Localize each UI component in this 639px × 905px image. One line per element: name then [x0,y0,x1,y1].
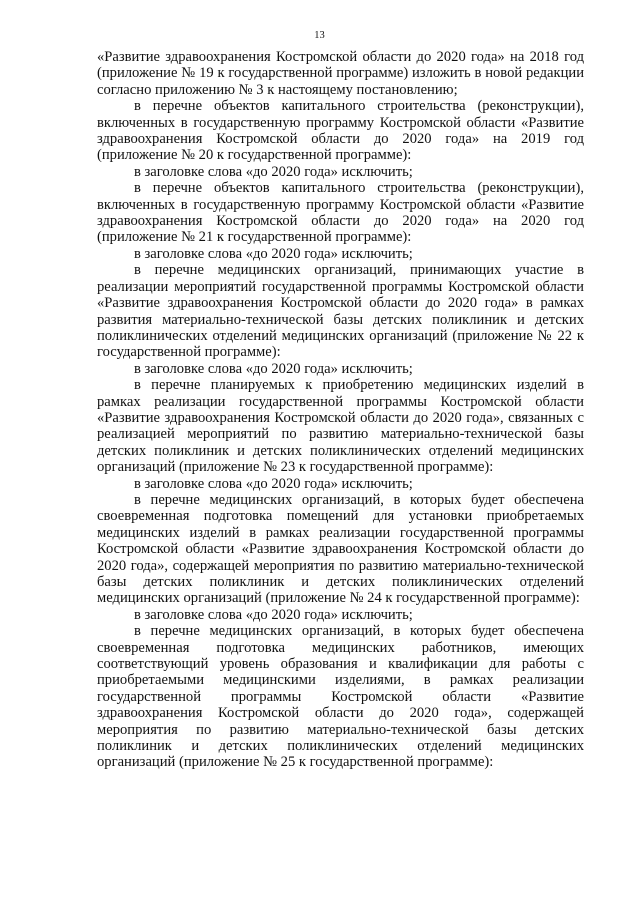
paragraph: в заголовке слова «до 2020 года» исключить; [134,475,413,492]
paragraph: в заголовке слова «до 2020 года» исключить; [134,163,413,180]
paragraph: в заголовке слова «до 2020 года» исключить; [134,245,413,262]
paragraph: в перечне объектов капитального строительства (реконструкции), включенных в государственную программу Костромской области «Развитие здравоохранения Костромской области до 2020 года» на 2020 год (приложение № 21 к государственной программе): [97,180,584,246]
paragraph: в перечне объектов капитального строительства (реконструкции), включенных в государственную программу Костромской области «Развитие здравоохранения Костромской области до 2020 года» на 2019 год (приложение № 20 к государственной программе): [97,98,584,164]
paragraph: в заголовке слова «до 2020 года» исключить; [134,606,413,623]
paragraph: в перечне медицинских организаций, в которых будет обеспечена своевременная подготовка медицинских работников, имеющих соответствующий уровень образования и квалификации для работы с приобретаемыми медицинскими изделиями, в рамках реализации государственной программы Костромской области «Развитие здравоохранения Костромской области до 2020 года», содержащей мероприятия по развитию материально-технической базы детских поликлиник и детских поликлинических отделений медицинских организаций (приложение № 25 к государственной программе): [97,623,584,771]
paragraph: «Развитие здравоохранения Костромской области до 2020 года» на 2018 год (приложение № 19 к государственной программе) изложить в новой редакции согласно приложению № 3 к настоящему постановлению; [97,49,584,98]
page-number: 13 [314,30,325,41]
paragraph: в заголовке слова «до 2020 года» исключить; [134,360,413,377]
paragraph: в перечне медицинских организаций, принимающих участие в реализации мероприятий государственной программы Костромской области «Развитие здравоохранения Костромской области до 2020 года» в рамках развития материально-технической базы детских поликлиник и детских поликлинических отделений медицинских организаций (приложение № 22 к государственной программе): [97,262,584,361]
paragraph: в перечне планируемых к приобретению медицинских изделий в рамках реализации государственной программы Костромской области «Развитие здравоохранения Костромской области до 2020 года», связанных с реализацией мероприятий по развитию материально-технической базы детских поликлиник и детских поликлинических отделений медицинских организаций (приложение № 23 к государственной программе): [97,377,584,476]
paragraph: в перечне медицинских организаций, в которых будет обеспечена своевременная подготовка помещений для установки приобретаемых медицинских изделий в рамках реализации государственной программы Костромской области «Развитие здравоохранения Костромской области до 2020 года», содержащей мероприятия по развитию материально-технической базы детских поликлиник и детских поликлинических отделений медицинских организаций (приложение № 24 к государственной программе): [97,491,584,607]
document-body [97,49,584,771]
